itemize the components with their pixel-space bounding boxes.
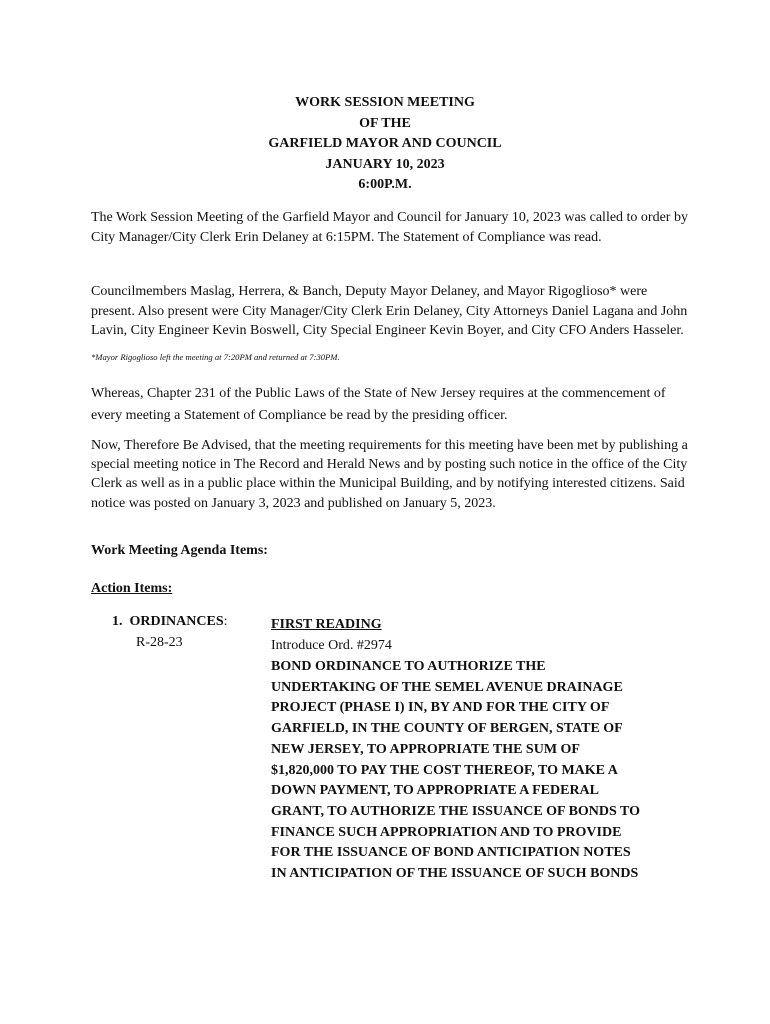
header-line-of-the: OF THE [359,115,411,131]
header-line-title: WORK SESSION MEETING [295,95,475,110]
ordinance-title-line: IN ANTICIPATION OF THE ISSUANCE OF SUCH BONDS [271,866,639,882]
call-to-order-paragraph: The Work Session Meeting of the Garfield Mayor and Council for January 10, 2023 was called to order by City Manager/City Clerk Erin Delaney at 6:15PM. The Statement of Compliance was read. [91,210,688,245]
ordinance-title-line: NEW JERSEY, TO APPROPRIATE THE SUM OF [271,741,580,757]
ordinance-title-line: DOWN PAYMENT, TO APPROPRIATE A FEDERAL [271,783,600,799]
header-line-date: JANUARY 10, 2023 [325,156,445,172]
meeting-header [0,93,770,196]
ordinance-details [271,614,691,885]
ordinance-title-line: UNDERTAKING OF THE SEMEL AVENUE DRAINAGE [271,679,623,695]
ordinance-title-line: $1,820,000 TO PAY THE COST THEREOF, TO MAKE A [271,762,618,778]
whereas-paragraph: Whereas, Chapter 231 of the Public Laws of the State of New Jersey requires at the commencement of every meeting a Statement of Compliance be read by the presiding officer. [91,386,666,423]
item-category-colon: : [223,614,228,629]
ordinance-title-line: GRANT, TO AUTHORIZE THE ISSUANCE OF BONDS TO [271,803,641,819]
ordinance-title-line: FOR THE ISSUANCE OF BOND ANTICIPATION NOTES [271,845,631,861]
attendance-footnote: *Mayor Rigoglioso left the meeting at 7:20PM and returned at 7:30PM. [91,352,340,362]
reading-label: FIRST READING [271,617,382,632]
header-line-body: GARFIELD MAYOR AND COUNCIL [268,136,502,151]
agenda-item-label [112,614,228,630]
action-items-heading: Action Items: [91,581,173,596]
ordinance-title-line: PROJECT (PHASE I) IN, BY AND FOR THE CITY OF [271,700,610,716]
item-category: ORDINANCES [129,614,224,629]
item-number: 1. [112,614,123,629]
agenda-heading: Work Meeting Agenda Items: [91,543,268,558]
ordinance-title-line: GARFIELD, IN THE COUNTY OF BERGEN, STATE OF [271,721,623,737]
header-line-time: 6:00P.M. [358,177,412,192]
attendance-paragraph: Councilmembers Maslag, Herrera, & Banch, Deputy Mayor Delaney, and Mayor Rigoglioso* were present. Also present were City Manager/City Clerk Erin Delaney, City Attorneys Daniel Lagana and John Lavin, City Engineer Kevin Boswell, City Special Engineer Kevin Boyer, and City CFO Anders Hasseler. [91,284,688,338]
now-therefore-paragraph: Now, Therefore Be Advised, that the meeting requirements for this meeting have been met by publishing a special meeting notice in The Record and Herald News and by posting such notice in the office of the City Clerk as well as in a public place within the Municipal Building, and by notifying interested citizens. Said notice was posted on January 3, 2023 and published on January 5, 2023. [91,438,688,511]
ordinance-title [271,657,691,885]
ordinance-intro: Introduce Ord. #2974 [271,638,392,653]
resolution-code: R-28-23 [136,635,183,650]
ordinance-title-line: FINANCE SUCH APPROPRIATION AND TO PROVIDE [271,824,622,840]
ordinance-title-line: BOND ORDINANCE TO AUTHORIZE THE [271,659,546,674]
